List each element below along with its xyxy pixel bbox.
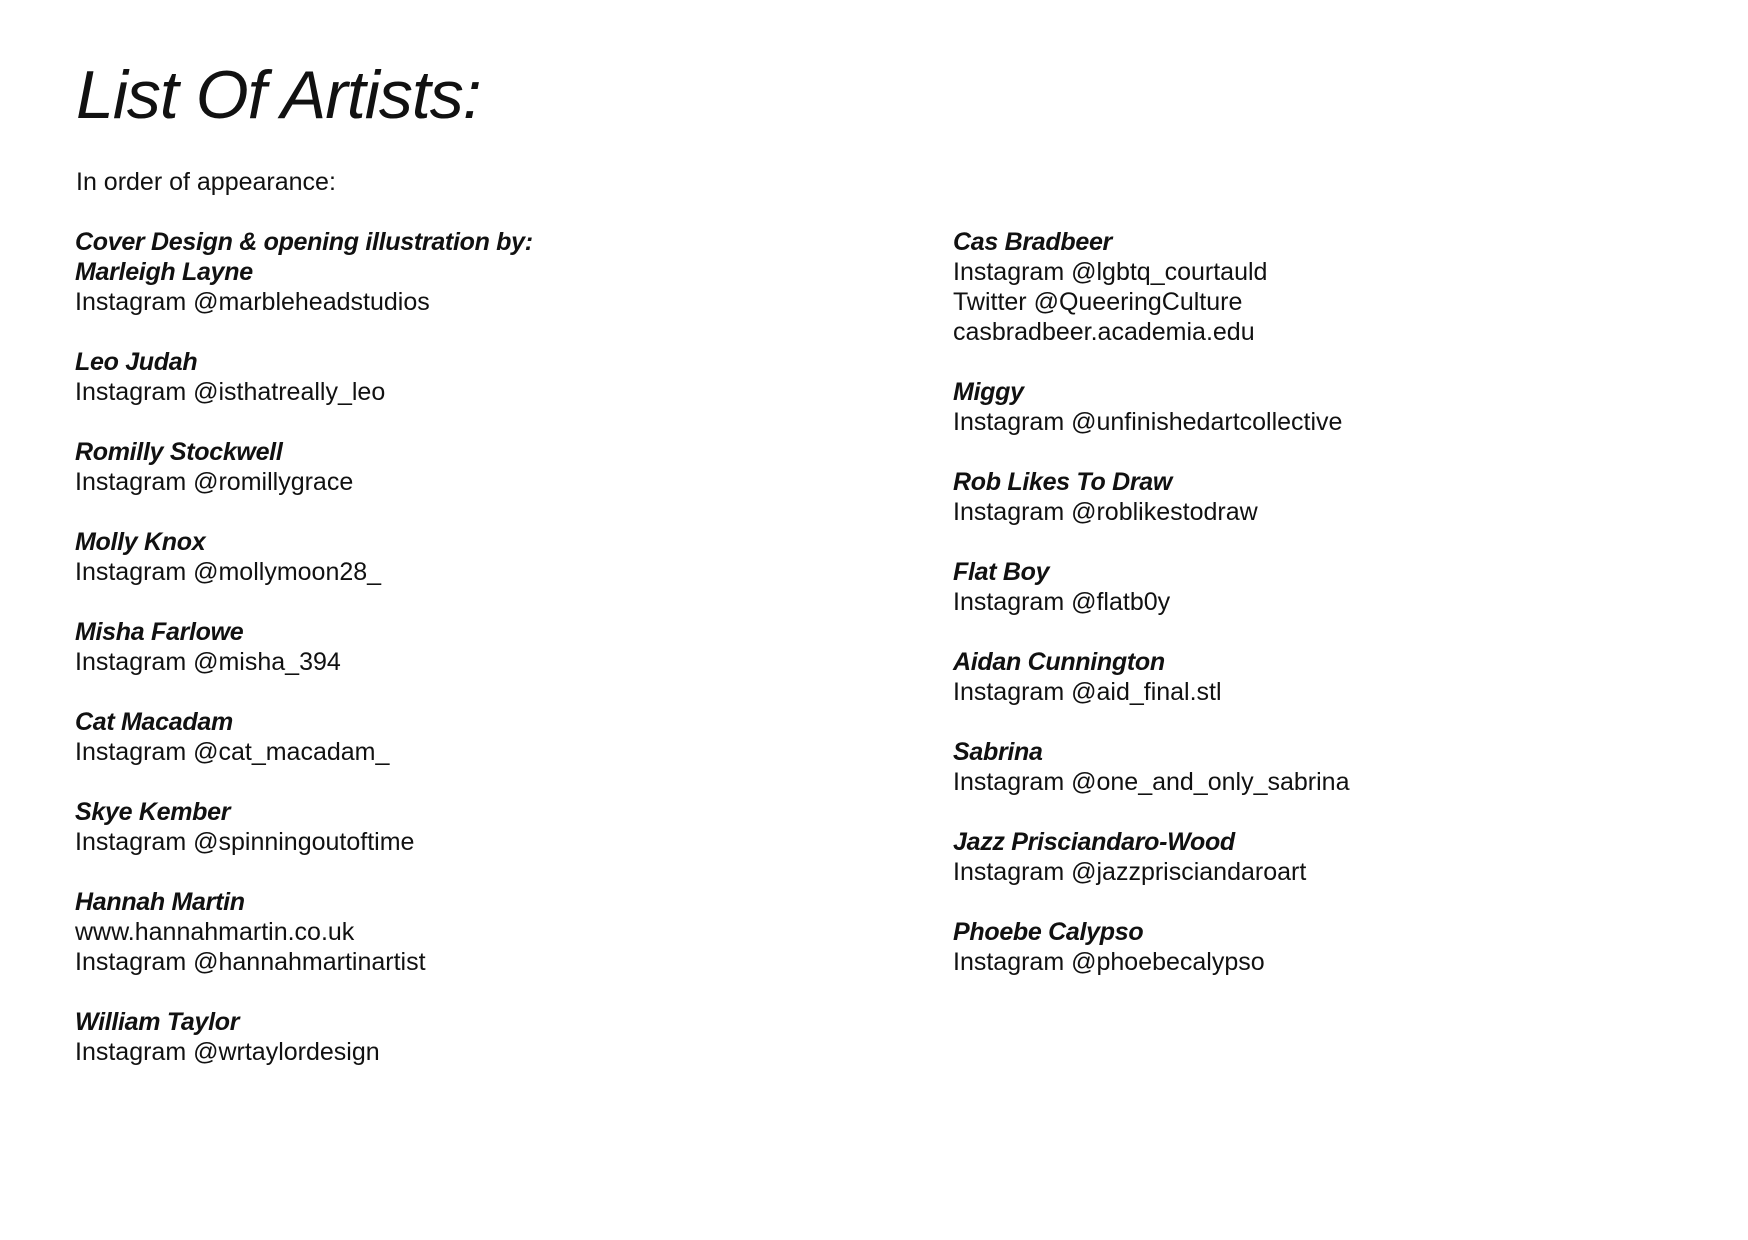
artist-entry <box>75 707 835 767</box>
artist-entry <box>75 887 835 977</box>
artist-contact: Instagram @flatb0y <box>953 588 1171 616</box>
artist-contact: Instagram @phoebecalypso <box>953 948 1265 976</box>
artist-name: Rob Likes To Draw <box>953 468 1173 496</box>
intro-text: In order of appearance: <box>76 168 336 196</box>
artist-entry <box>953 917 1713 977</box>
artist-entry <box>953 827 1713 887</box>
artist-entry <box>75 437 835 497</box>
artist-entry <box>953 647 1713 707</box>
artist-name: Cas Bradbeer <box>953 228 1112 256</box>
artist-name: Aidan Cunnington <box>953 648 1165 676</box>
artist-entry <box>953 557 1713 617</box>
artist-name: Jazz Prisciandaro-Wood <box>953 828 1235 856</box>
artist-contact: Instagram @cat_macadam_ <box>75 738 390 766</box>
artist-name: Miggy <box>953 378 1024 406</box>
artist-name: Phoebe Calypso <box>953 918 1144 946</box>
artist-name: Misha Farlowe <box>75 618 244 646</box>
artist-contact: Instagram @hannahmartinartist <box>75 948 426 976</box>
artist-entry <box>75 617 835 677</box>
artist-website: casbradbeer.academia.edu <box>953 318 1255 346</box>
artist-name: Molly Knox <box>75 528 206 556</box>
artist-name: Marleigh Layne <box>75 258 253 286</box>
artist-contact: Instagram @aid_final.stl <box>953 678 1222 706</box>
artist-contact: Instagram @lgbtq_courtauld <box>953 258 1268 286</box>
artist-column-left <box>75 227 835 1097</box>
artist-name: Sabrina <box>953 738 1043 766</box>
artist-entry <box>953 377 1713 437</box>
artist-name: Hannah Martin <box>75 888 245 916</box>
artist-contact: Instagram @jazzprisciandaroart <box>953 858 1307 886</box>
artist-column-right <box>953 227 1713 1007</box>
artist-contact: Twitter @QueeringCulture <box>953 288 1243 316</box>
artist-entry <box>953 737 1713 797</box>
artist-contact: Instagram @spinningoutoftime <box>75 828 415 856</box>
artist-name: Skye Kember <box>75 798 231 826</box>
artist-name: Flat Boy <box>953 558 1050 586</box>
artist-contact: Instagram @mollymoon28_ <box>75 558 382 586</box>
artist-entry <box>953 227 1713 347</box>
artist-contact: Instagram @unfinishedartcollective <box>953 408 1343 436</box>
artist-entry <box>953 467 1713 527</box>
artist-website: www.hannahmartin.co.uk <box>75 918 355 946</box>
artist-contact: Instagram @roblikestodraw <box>953 498 1258 526</box>
artist-entry <box>75 347 835 407</box>
page-title: List Of Artists: <box>76 57 481 133</box>
artist-entry <box>75 1007 835 1067</box>
artist-name: William Taylor <box>75 1008 240 1036</box>
artist-contact: Instagram @one_and_only_sabrina <box>953 768 1350 796</box>
artist-name: Leo Judah <box>75 348 198 376</box>
artist-entry <box>75 797 835 857</box>
artist-contact: Instagram @marbleheadstudios <box>75 288 430 316</box>
artist-entry <box>75 227 835 317</box>
artist-contact: Instagram @isthatreally_leo <box>75 378 386 406</box>
artist-name: Romilly Stockwell <box>75 438 283 466</box>
artist-contact: Instagram @romillygrace <box>75 468 354 496</box>
artist-contact: Instagram @misha_394 <box>75 648 341 676</box>
artist-name: Cat Macadam <box>75 708 233 736</box>
artist-contact: Instagram @wrtaylordesign <box>75 1038 380 1066</box>
artist-credit-heading: Cover Design & opening illustration by: <box>75 228 533 256</box>
artist-entry <box>75 527 835 587</box>
